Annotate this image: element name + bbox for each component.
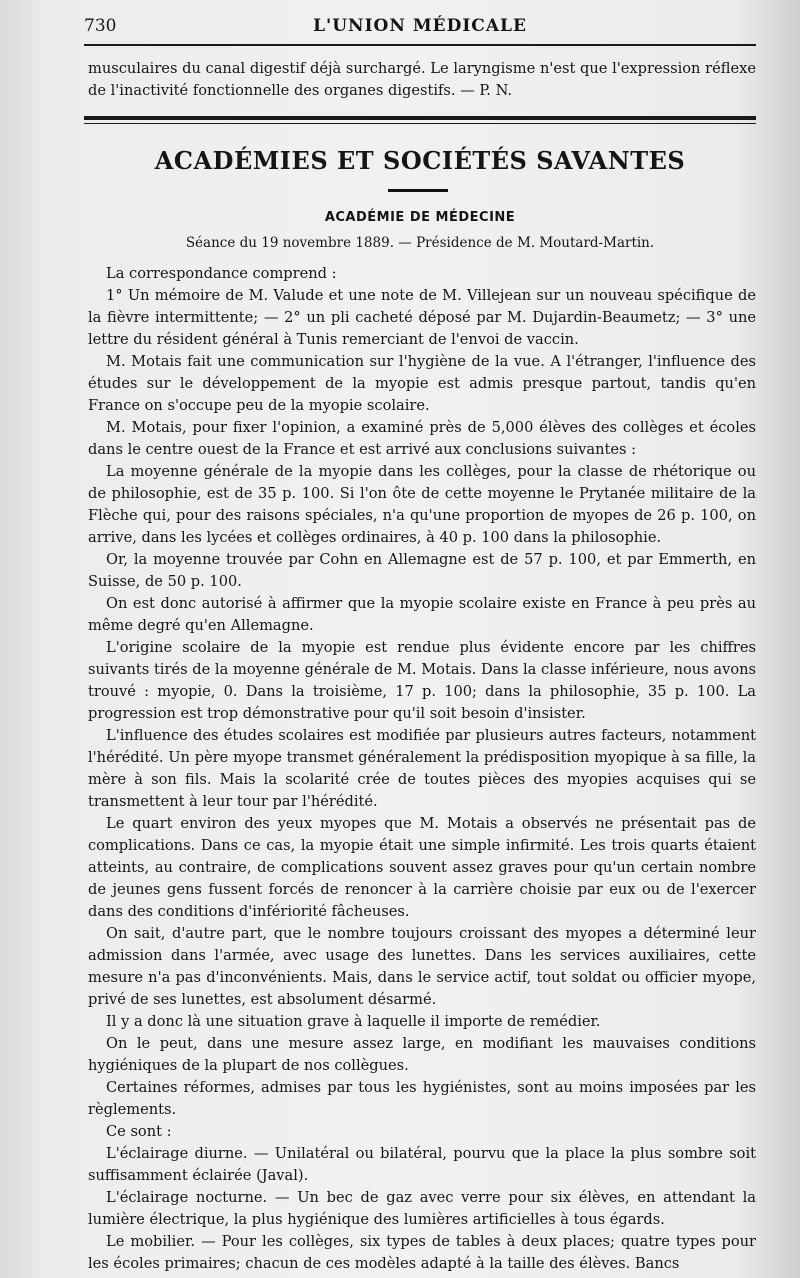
body-paragraph: M. Motais, pour fixer l'opinion, a examiné près de 5,000 élèves des collèges et écoles dans le centre ouest de la France et est arrivé aux conclusions suivantes : <box>88 419 756 458</box>
body-paragraph: On est donc autorisé à affirmer que la myopie scolaire existe en France à peu près au même degré qu'en Allemagne. <box>88 595 756 634</box>
session-line: Séance du 19 novembre 1889. — Présidence de M. Moutard-Martin. <box>185 235 655 251</box>
top-paragraph <box>88 58 756 102</box>
page-header <box>84 16 756 42</box>
body-paragraph: La moyenne générale de la myopie dans les collèges, pour la classe de rhétorique ou de philosophie, est de 35 p. 100. Si l'on ôte de cette moyenne le Prytanée militaire de la Flèche qui, pour des raisons spéciales, n'a qu'une proportion de myopes de 26 p. 100, on arrive, dans les lycées et collèges ordinaires, à 40 p. 100 dans la philosophie. <box>88 463 756 546</box>
body-paragraph: Le mobilier. — Pour les collèges, six types de tables à deux places; quatre types pour les écoles primaires; chacun de ces modèles adapté à la taille des élèves. Bancs <box>88 1233 756 1272</box>
body-paragraph: Ce sont : <box>106 1123 172 1140</box>
body-paragraph: Il y a donc là une situation grave à laquelle il importe de remédier. <box>106 1013 601 1030</box>
body-paragraph: La correspondance comprend : <box>106 265 337 282</box>
journal-title: L'UNION MÉDICALE <box>313 16 527 36</box>
title-underline <box>388 189 448 192</box>
page-number: 730 <box>84 16 117 36</box>
body-paragraph: M. Motais fait une communication sur l'hygiène de la vue. A l'étranger, l'influence des études sur le développement de la myopie est admis presque partout, tandis qu'en France on s'occupe peu de la myopie scolaire. <box>88 353 756 414</box>
paragraph-text: musculaires du canal digestif déjà surchargé. Le laryngisme n'est que l'expression réflexe de l'inactivité fonctionnelle des organes digestifs. — P. N. <box>88 60 756 99</box>
body-paragraph: L'origine scolaire de la myopie est rendue plus évidente encore par les chiffres suivants tirés de la moyenne générale de M. Motais. Dans la classe inférieure, nous avons trouvé : myopie, 0. Dans la troisième, 17 p. 100; dans la philosophie, 35 p. 100. La progression est trop démonstrative pour qu'il soit besoin d'insister. <box>88 639 756 722</box>
body-text <box>88 263 756 1275</box>
body-paragraph: L'influence des études scolaires est modifiée par plusieurs autres facteurs, notamment l'hérédité. Un père myope transmet généralement la prédisposition myopique à sa fille, la mère à son fils. Mais la scolarité crée de toutes pièces des myopies acquises qui se transmettent à leur tour par l'hérédité. <box>88 727 756 810</box>
section-subtitle: ACADÉMIE DE MÉDECINE <box>324 210 516 225</box>
body-paragraph: Or, la moyenne trouvée par Cohn en Allemagne est de 57 p. 100, et par Emmerth, en Suisse, de 50 p. 100. <box>88 551 756 590</box>
body-paragraph: L'éclairage diurne. — Unilatéral ou bilatéral, pourvu que la place la plus sombre soit suffisamment éclairée (Javal). <box>88 1145 756 1184</box>
section-title: ACADÉMIES ET SOCIÉTÉS SAVANTES <box>154 146 686 175</box>
body-paragraph: Certaines réformes, admises par tous les hygiénistes, sont au moins imposées par les règlements. <box>88 1079 756 1118</box>
body-paragraph: On le peut, dans une mesure assez large, en modifiant les mauvaises conditions hygiéniques de la plupart de nos collègues. <box>88 1035 756 1074</box>
body-paragraph: L'éclairage nocturne. — Un bec de gaz avec verre pour six élèves, en attendant la lumière électrique, la plus hygiénique des lumières artificielles à tous égards. <box>88 1189 756 1228</box>
body-paragraph: 1° Un mémoire de M. Valude et une note de M. Villejean sur un nouveau spécifique de la fièvre intermittente; — 2° un pli cacheté déposé par M. Dujardin-Beaumetz; — 3° une lettre du résident général à Tunis remerciant de l'envoi de vaccin. <box>88 287 756 348</box>
body-paragraph: Le quart environ des yeux myopes que M. Motais a observés ne présentait pas de complications. Dans ce cas, la myopie était une simple infirmité. Les trois quarts étaient atteints, au contraire, de complications souvent assez graves pour qu'un certain nombre de jeunes gens fussent forcés de renoncer à la carrière choisie par eux ou de l'exercer dans des conditions d'infériorité fâcheuses. <box>88 815 756 920</box>
body-paragraph: On sait, d'autre part, que le nombre toujours croissant des myopes a déterminé leur admission dans l'armée, avec usage des lunettes. Dans les services auxiliaires, cette mesure n'a pas d'inconvénients. Mais, dans le service actif, tout soldat ou officier myope, privé de ses lunettes, est absolument désarmé. <box>88 925 756 1008</box>
section-rule-thick <box>84 116 756 120</box>
header-rule <box>84 44 756 46</box>
section-rule-thin <box>84 123 756 124</box>
